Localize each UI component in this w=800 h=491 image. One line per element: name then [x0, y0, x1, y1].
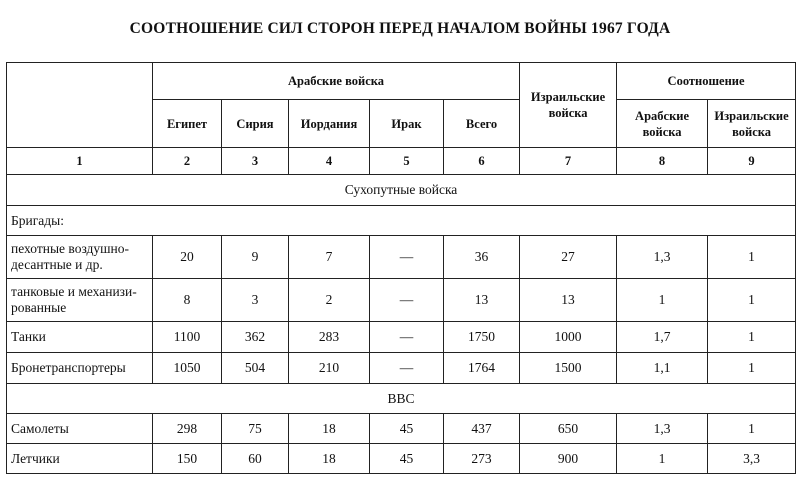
table-row — [7, 279, 796, 322]
table-cell: 36 — [444, 236, 520, 279]
table-cell: 1 — [708, 236, 796, 279]
table-cell: — — [370, 279, 444, 322]
table-cell: — — [370, 322, 444, 353]
table-cell: 18 — [289, 414, 370, 444]
header-jordan: Иордания — [289, 100, 370, 148]
table-cell: 13 — [444, 279, 520, 322]
row-label: Летчики — [7, 444, 153, 474]
table-row — [7, 322, 796, 353]
table-cell: 1 — [708, 414, 796, 444]
table-cell: 13 — [520, 279, 617, 322]
section-ground-forces: Сухопутные войска — [7, 175, 796, 206]
header-arab-forces: Арабские войска — [153, 63, 520, 100]
table-cell: 150 — [153, 444, 222, 474]
table-cell: 1050 — [153, 353, 222, 384]
column-number-row — [7, 148, 796, 175]
table-cell: 9 — [222, 236, 289, 279]
table-cell: 650 — [520, 414, 617, 444]
col-number: 7 — [520, 148, 617, 175]
table-cell: 27 — [520, 236, 617, 279]
col-number: 1 — [7, 148, 153, 175]
header-total: Всего — [444, 100, 520, 148]
table-row — [7, 236, 796, 279]
forces-table — [6, 62, 796, 474]
table-cell: 3,3 — [708, 444, 796, 474]
section-air-force: ВВС — [7, 384, 796, 414]
table-cell: 1100 — [153, 322, 222, 353]
table-cell: 210 — [289, 353, 370, 384]
col-number: 3 — [222, 148, 289, 175]
table-row — [7, 353, 796, 384]
table-cell: 20 — [153, 236, 222, 279]
header-egypt: Египет — [153, 100, 222, 148]
table-cell: 362 — [222, 322, 289, 353]
table-cell: 1,3 — [617, 414, 708, 444]
table-cell: 75 — [222, 414, 289, 444]
table-cell: 1 — [708, 279, 796, 322]
header-israel-forces: Израильские войска — [520, 63, 617, 148]
table-cell: 45 — [370, 444, 444, 474]
table-cell: 1,3 — [617, 236, 708, 279]
row-label: пехотные воздушно-десантные и др. — [7, 236, 153, 279]
row-label: Бронетранспортеры — [7, 353, 153, 384]
table-cell: 1,7 — [617, 322, 708, 353]
table-cell: 60 — [222, 444, 289, 474]
header-iraq: Ирак — [370, 100, 444, 148]
header-blank-cell — [7, 63, 153, 148]
table-cell: 7 — [289, 236, 370, 279]
table-cell: 273 — [444, 444, 520, 474]
table-cell: 18 — [289, 444, 370, 474]
row-label: Самолеты — [7, 414, 153, 444]
brigades-label: Бригады: — [7, 206, 796, 236]
table-row — [7, 414, 796, 444]
col-number: 5 — [370, 148, 444, 175]
col-number: 4 — [289, 148, 370, 175]
table-cell: 1,1 — [617, 353, 708, 384]
table-cell: 3 — [222, 279, 289, 322]
table-cell: 1 — [617, 279, 708, 322]
table-cell: — — [370, 353, 444, 384]
col-number: 9 — [708, 148, 796, 175]
header-ratio-arab: Арабские войска — [617, 100, 708, 148]
table-cell: 45 — [370, 414, 444, 444]
table-cell: 1 — [617, 444, 708, 474]
header-ratio-israel: Израильские войска — [708, 100, 796, 148]
table-cell: 1764 — [444, 353, 520, 384]
table-cell: 504 — [222, 353, 289, 384]
page-title: СООТНОШЕНИЕ СИЛ СТОРОН ПЕРЕД НАЧАЛОМ ВОЙНЫ 1967 ГОДА — [129, 20, 671, 37]
col-number: 6 — [444, 148, 520, 175]
header-ratio: Соотношение — [617, 63, 796, 100]
table-cell: 8 — [153, 279, 222, 322]
table-cell: — — [370, 236, 444, 279]
row-label: Танки — [7, 322, 153, 353]
header-syria: Сирия — [222, 100, 289, 148]
table-cell: 1 — [708, 353, 796, 384]
row-label: танковые и механизи-рованные — [7, 279, 153, 322]
col-number: 8 — [617, 148, 708, 175]
table-cell: 1000 — [520, 322, 617, 353]
table-cell: 900 — [520, 444, 617, 474]
table-cell: 1750 — [444, 322, 520, 353]
table-cell: 283 — [289, 322, 370, 353]
table-cell: 1 — [708, 322, 796, 353]
table-row — [7, 444, 796, 474]
table-cell: 1500 — [520, 353, 617, 384]
col-number: 2 — [153, 148, 222, 175]
table-cell: 437 — [444, 414, 520, 444]
table-cell: 298 — [153, 414, 222, 444]
table-cell: 2 — [289, 279, 370, 322]
